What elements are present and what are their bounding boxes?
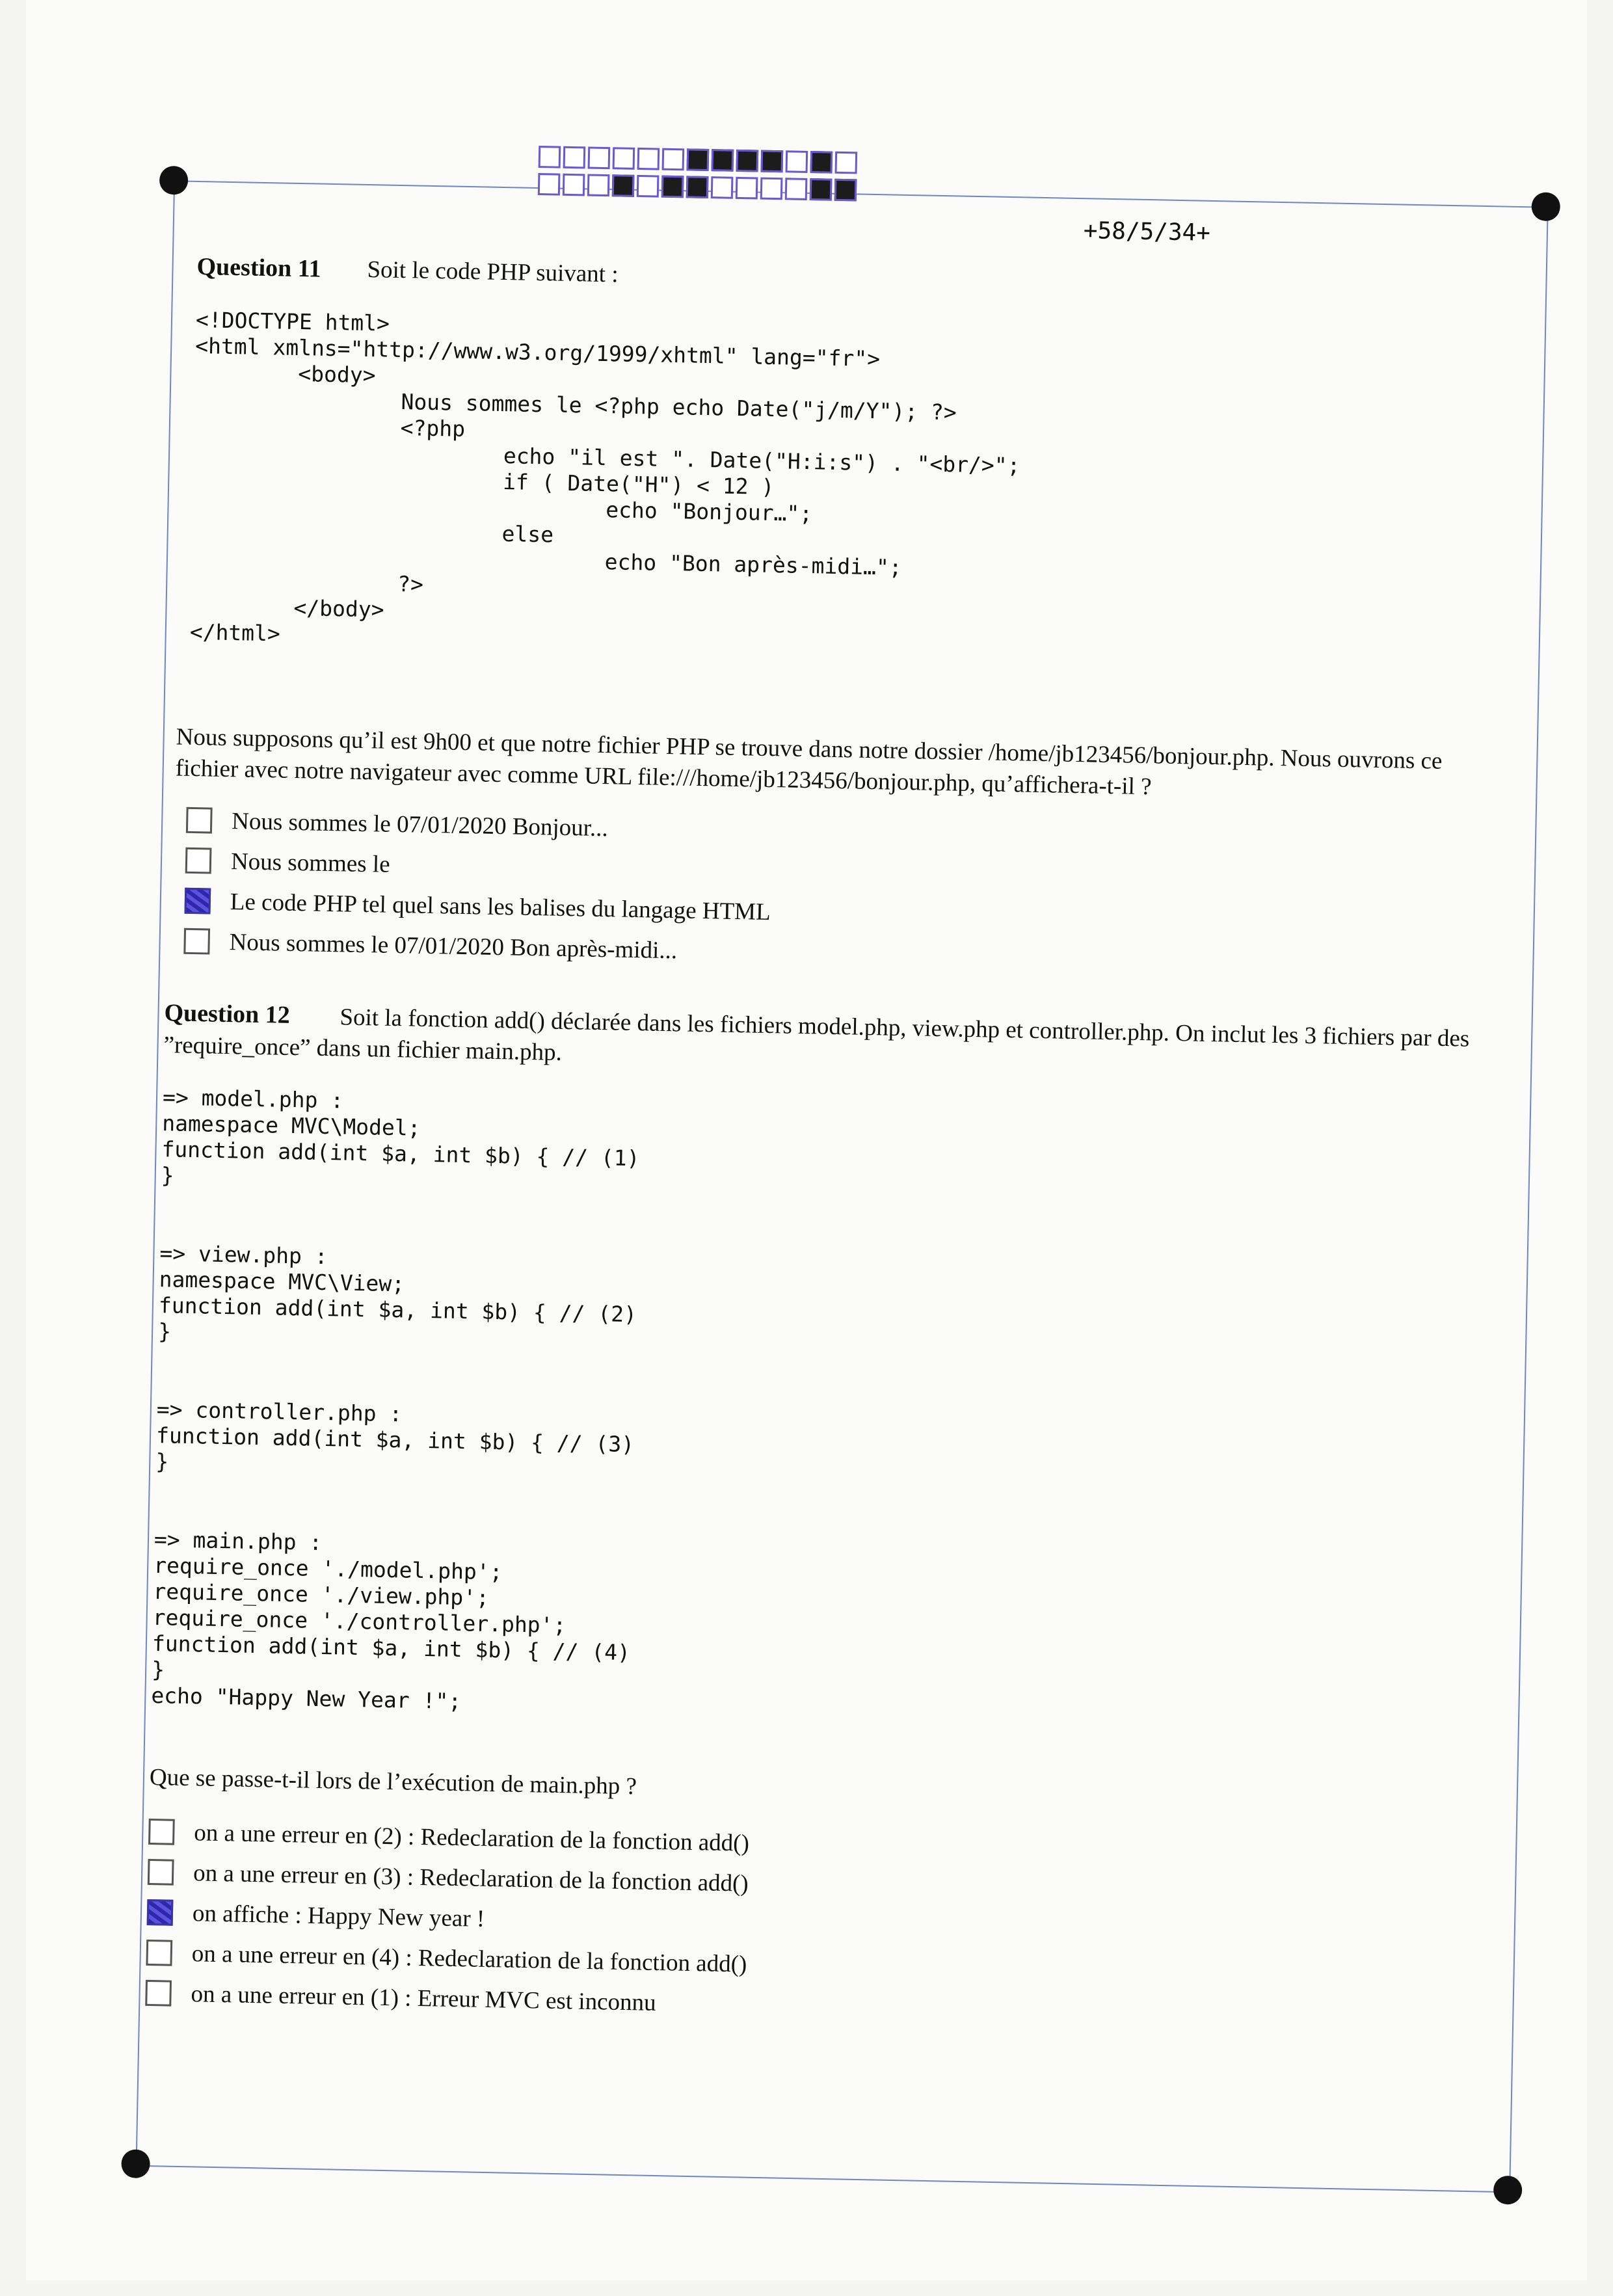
question-12-code-model: => model.php : namespace MVC\Model; function add(int $a, int $b) { // (1) } bbox=[161, 1084, 640, 1188]
answer-label: Nous sommes le 07/01/2020 Bon après-midi... bbox=[229, 928, 678, 964]
answer-checkbox[interactable] bbox=[146, 1940, 172, 1966]
answer-checkbox[interactable] bbox=[148, 1819, 175, 1845]
answer-checkbox[interactable] bbox=[186, 807, 213, 834]
answer-label: Le code PHP tel quel sans les balises du langage HTML bbox=[230, 888, 771, 926]
question-12-code-main: => main.php : require_once './model.php'; require_once './view.php'; require_once './controller.php'; function add(int $a, int $b) { // (4) } echo "Happy New Year !"; bbox=[151, 1527, 631, 1715]
answer-checkbox[interactable] bbox=[185, 848, 212, 874]
question-12-question: Que se passe-t-il lors de l’exécution de main.php ? bbox=[149, 1763, 637, 1800]
answer-label: on a une erreur en (1) : Erreur MVC est inconnu bbox=[191, 1980, 656, 2016]
corner-marker-bottom-right bbox=[1493, 2176, 1523, 2205]
answer-label: Nous sommes le 07/01/2020 Bonjour... bbox=[231, 807, 609, 842]
question-12-code-controller: => controller.php : function add(int $a, int $b) { // (3) } bbox=[155, 1396, 635, 1475]
question-11-answers bbox=[183, 800, 773, 972]
answer-label: Nous sommes le bbox=[230, 848, 391, 878]
question-12-code-view: => view.php : namespace MVC\View; function add(int $a, int $b) { // (2) } bbox=[157, 1240, 637, 1344]
answer-label: on a une erreur en (2) : Redeclaration de la fonction add() bbox=[193, 1819, 750, 1857]
answer-checkbox-checked[interactable] bbox=[184, 888, 211, 914]
question-12-answers bbox=[145, 1811, 749, 2025]
question-11-context: Nous supposons qu’il est 9h00 et que notre fichier PHP se trouve dans notre dossier /home/jb123456/bonjour.php. Nous ouvrons ce fichier avec notre navigateur avec comme URL file:///home/jb123456/bonjour.php, qu’affichera-t-il ? bbox=[175, 723, 1443, 801]
page-barcode bbox=[538, 146, 858, 206]
corner-marker-top-right bbox=[1531, 192, 1560, 221]
question-11-code: <!DOCTYPE html> <html xmlns="http://www.w3.org/1999/xhtml" lang="fr"> <body> Nous sommes le <?php echo Date("j/m/Y"); ?> <?php echo "il est ". Date("H:i:s") . "<br/>"; if ( Date("H") < 12 ) echo "Bonjour…"; else echo "Bon après-midi…"; ?> </body> </html> bbox=[189, 306, 1020, 647]
question-12-title: Question 12 bbox=[164, 999, 291, 1029]
question-11-prompt: Soit le code PHP suivant : bbox=[367, 256, 619, 288]
question-12-prompt: Soit la fonction add() déclarée dans les fichiers model.php, view.php et controller.php. On inclut les 3 fichiers par des ”require_once” dans un fichier main.php. bbox=[163, 1004, 1470, 1066]
answer-checkbox-checked[interactable] bbox=[147, 1899, 174, 1926]
corner-marker-bottom-left bbox=[121, 2149, 150, 2178]
answer-checkbox[interactable] bbox=[183, 928, 210, 955]
question-11-title: Question 11 bbox=[196, 252, 322, 283]
answer-label: on a une erreur en (4) : Redeclaration de la fonction add() bbox=[191, 1940, 747, 1978]
answer-checkbox[interactable] bbox=[148, 1859, 174, 1886]
answer-checkbox[interactable] bbox=[145, 1980, 172, 2007]
page-id: +58/5/34+ bbox=[1083, 217, 1211, 247]
answer-label: on affiche : Happy New year ! bbox=[192, 1899, 485, 1932]
answer-label: on a une erreur en (3) : Redeclaration de la fonction add() bbox=[193, 1859, 749, 1897]
